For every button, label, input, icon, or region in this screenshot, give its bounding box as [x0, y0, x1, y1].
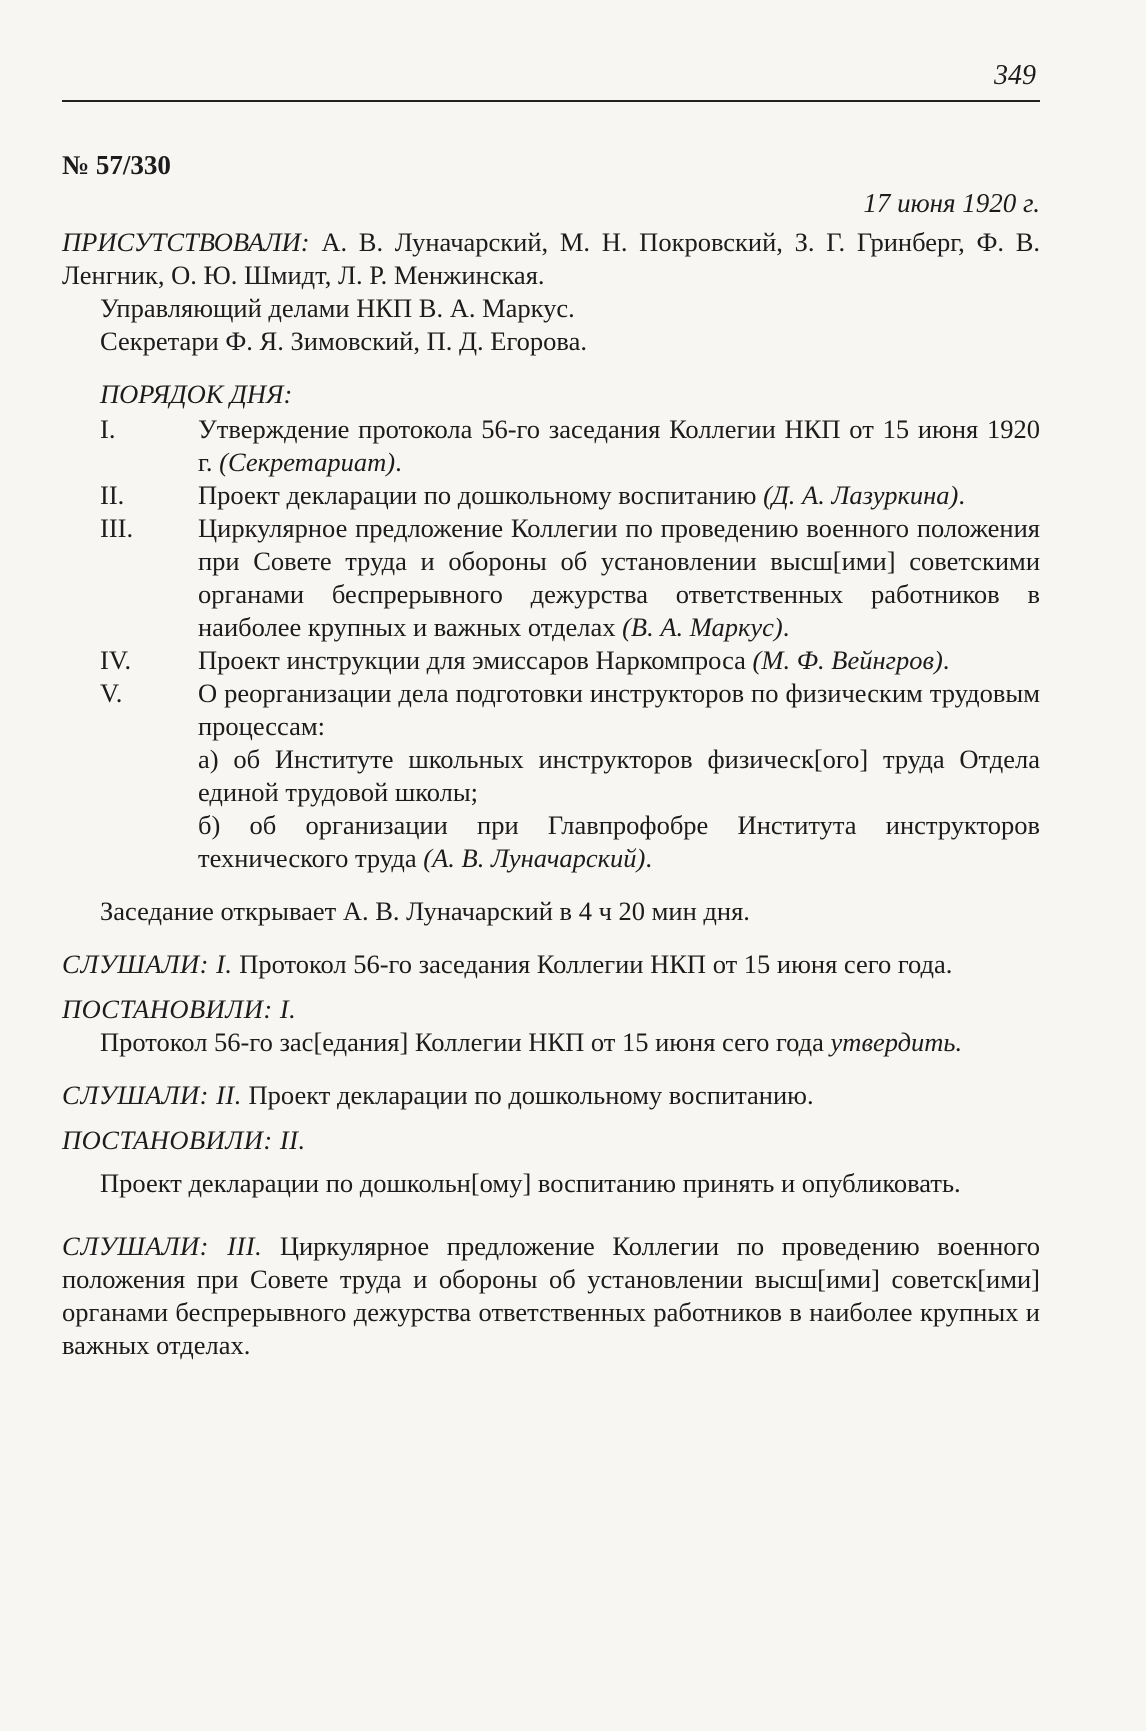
agenda-item-text: Циркулярное предложение Коллегии по проведению военного положения при Совете труда и обороны об установлении высш[ими] советскими органами беспрерывного дежурства ответственных работников в наиболее крупных и важных отделах (В. А. Маркус). [198, 513, 1040, 642]
agenda-item [62, 512, 1040, 644]
document-date: 17 июня 1920 г. [863, 188, 1040, 218]
present-names: А. В. Луначарский, М. Н. Покровский, З. Г. Гринберг, Ф. В. Ленгник, О. Ю. Шмидт, Л. Р. Менжинская. [62, 227, 1041, 290]
heard-3: СЛУШАЛИ: III. Циркулярное предложение Коллегии по проведению военного положения при Совете труда и обороны об установлении высш[ими] советск[ими] органами беспрерывного дежурства ответственных работников в наиболее крупных и важных отделах. [62, 1231, 1040, 1360]
agenda-item-number: I. [100, 414, 116, 444]
resolved-2-label: ПОСТАНОВИЛИ: II. [62, 1125, 306, 1155]
agenda-item [62, 677, 1040, 875]
agenda-item-text: О реорганизации дела подготовки инструкторов по физическим трудовым процессам: а) об Институте школьных инструкторов физическ[ого] труда Отдела единой трудовой школы; б) об организации при Главпрофобре Института инструкторов технического труда (А. В. Луначарский). [198, 678, 1040, 873]
present-paragraph [62, 226, 1040, 292]
secretaries-line: Секретари Ф. Я. Зимовский, П. Д. Егорова. [100, 326, 587, 356]
agenda-item-text: Проект инструкции для эмиссаров Наркомпроса (М. Ф. Вейнгров). [198, 645, 950, 675]
agenda-item-number: V. [100, 678, 123, 708]
heard-2: СЛУШАЛИ: II. Проект декларации по дошкольному воспитанию. [62, 1080, 814, 1110]
agenda-list [62, 413, 1040, 875]
running-head [62, 40, 1040, 102]
document-number: № 57/330 [62, 150, 171, 180]
resolved-1-text: Протокол 56-го зас[едания] Коллегии НКП от 15 июня сего года утвердить. [100, 1027, 963, 1057]
agenda-item-number: III. [100, 513, 134, 543]
resolved-1-label: ПОСТАНОВИЛИ: I. [62, 994, 297, 1024]
agenda-item-number: II. [100, 480, 125, 510]
protocol-body [62, 148, 1040, 1362]
agenda-item-number: IV. [100, 645, 132, 675]
agenda-item [62, 644, 1040, 677]
agenda-subitem: а) об Институте школьных инструкторов физическ[ого] труда Отдела единой трудовой школы; [198, 744, 1040, 807]
resolved-2-text: Проект декларации по дошкольн[ому] воспитанию принять и опубликовать. [100, 1168, 961, 1198]
agenda-title: ПОРЯДОК ДНЯ: [100, 379, 293, 409]
present-label: ПРИСУТСТВОВАЛИ: [62, 227, 310, 257]
agenda-item-text: Проект декларации по дошкольному воспитанию (Д. А. Лазуркина). [198, 480, 965, 510]
heard-1: СЛУШАЛИ: I. Протокол 56-го заседания Коллегии НКП от 15 июня сего года. [62, 949, 953, 979]
manager-line: Управляющий делами НКП В. А. Маркус. [100, 293, 575, 323]
agenda-item [62, 479, 1040, 512]
agenda-item-text: Утверждение протокола 56-го заседания Коллегии НКП от 15 июня 1920 г. (Секретариат). [198, 414, 1040, 477]
agenda-subitem: б) об организации при Главпрофобре Института инструкторов технического труда (А. В. Луначарский). [198, 810, 1040, 873]
opening-line: Заседание открывает А. В. Луначарский в 4 ч 20 мин дня. [100, 896, 750, 926]
page-number: 349 [994, 60, 1036, 91]
agenda-item [62, 413, 1040, 479]
